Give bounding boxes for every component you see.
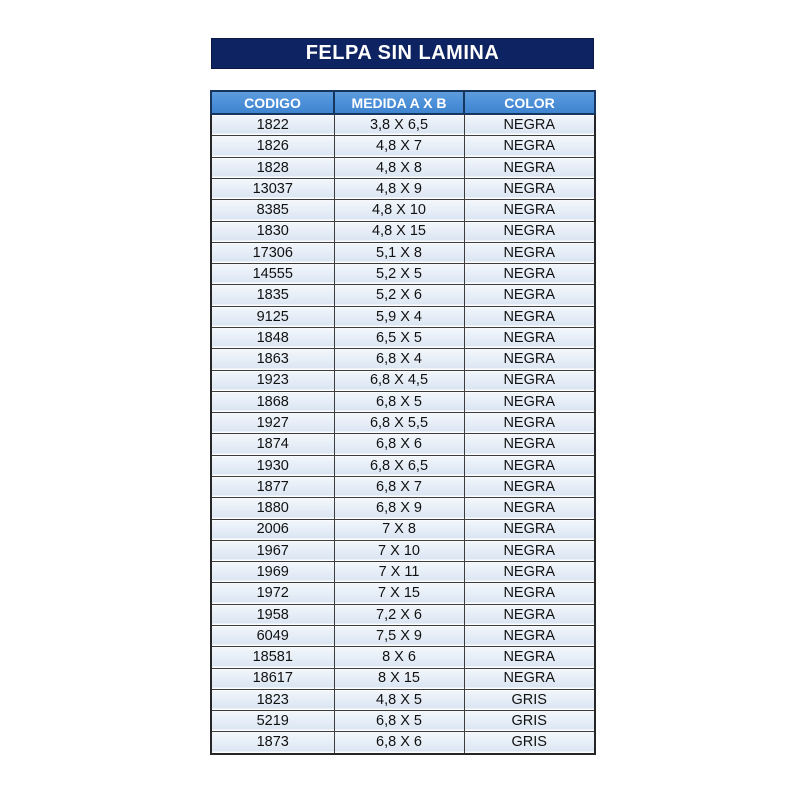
cell-codigo: 1877 [211, 476, 334, 497]
cell-color: NEGRA [464, 136, 595, 157]
cell-color: NEGRA [464, 306, 595, 327]
cell-medida: 7 X 11 [334, 562, 464, 583]
cell-codigo: 1880 [211, 498, 334, 519]
cell-medida: 5,1 X 8 [334, 242, 464, 263]
cell-medida: 5,9 X 4 [334, 306, 464, 327]
cell-medida: 5,2 X 5 [334, 264, 464, 285]
cell-codigo: 6049 [211, 625, 334, 646]
table-row [211, 647, 595, 668]
cell-medida: 6,8 X 7 [334, 476, 464, 497]
table-row [211, 604, 595, 625]
table-row [211, 221, 595, 242]
cell-medida: 8 X 6 [334, 647, 464, 668]
table-row [211, 370, 595, 391]
cell-codigo: 2006 [211, 519, 334, 540]
cell-color: NEGRA [464, 157, 595, 178]
cell-codigo: 1830 [211, 221, 334, 242]
cell-medida: 5,2 X 6 [334, 285, 464, 306]
cell-medida: 4,8 X 10 [334, 200, 464, 221]
cell-medida: 6,8 X 5,5 [334, 413, 464, 434]
cell-codigo: 9125 [211, 306, 334, 327]
cell-codigo: 1828 [211, 157, 334, 178]
cell-color: NEGRA [464, 349, 595, 370]
table-row [211, 391, 595, 412]
cell-codigo: 1822 [211, 114, 334, 136]
column-header-medida: MEDIDA A X B [334, 91, 464, 114]
title-banner [211, 38, 594, 69]
cell-medida: 4,8 X 15 [334, 221, 464, 242]
cell-color: NEGRA [464, 625, 595, 646]
table-row [211, 455, 595, 476]
cell-codigo: 1930 [211, 455, 334, 476]
cell-color: NEGRA [464, 562, 595, 583]
cell-medida: 6,8 X 6,5 [334, 455, 464, 476]
table-row [211, 625, 595, 646]
table-row [211, 242, 595, 263]
cell-codigo: 1873 [211, 732, 334, 754]
table-row [211, 562, 595, 583]
cell-codigo: 1826 [211, 136, 334, 157]
cell-color: NEGRA [464, 370, 595, 391]
cell-color: GRIS [464, 689, 595, 710]
cell-color: GRIS [464, 711, 595, 732]
cell-medida: 4,8 X 9 [334, 179, 464, 200]
cell-color: NEGRA [464, 221, 595, 242]
cell-codigo: 8385 [211, 200, 334, 221]
cell-medida: 6,8 X 9 [334, 498, 464, 519]
cell-medida: 7 X 8 [334, 519, 464, 540]
cell-codigo: 5219 [211, 711, 334, 732]
table-row [211, 114, 595, 136]
table-row [211, 136, 595, 157]
column-header-color: COLOR [464, 91, 595, 114]
cell-medida: 6,8 X 5 [334, 391, 464, 412]
cell-color: NEGRA [464, 391, 595, 412]
cell-codigo: 1868 [211, 391, 334, 412]
table-row [211, 732, 595, 754]
table-row [211, 306, 595, 327]
table-row [211, 519, 595, 540]
table-row [211, 711, 595, 732]
cell-color: NEGRA [464, 413, 595, 434]
cell-color: NEGRA [464, 455, 595, 476]
table-row [211, 689, 595, 710]
cell-medida: 6,8 X 5 [334, 711, 464, 732]
cell-color: NEGRA [464, 285, 595, 306]
cell-codigo: 1874 [211, 434, 334, 455]
cell-codigo: 18581 [211, 647, 334, 668]
products-table [210, 90, 596, 755]
cell-color: NEGRA [464, 434, 595, 455]
cell-color: NEGRA [464, 114, 595, 136]
table-body [211, 114, 595, 754]
cell-color: NEGRA [464, 200, 595, 221]
cell-color: NEGRA [464, 179, 595, 200]
table-row [211, 583, 595, 604]
cell-medida: 6,8 X 4,5 [334, 370, 464, 391]
cell-codigo: 1863 [211, 349, 334, 370]
cell-medida: 6,8 X 6 [334, 434, 464, 455]
cell-color: NEGRA [464, 604, 595, 625]
table-row [211, 434, 595, 455]
cell-codigo: 1823 [211, 689, 334, 710]
cell-codigo: 1927 [211, 413, 334, 434]
cell-medida: 7,2 X 6 [334, 604, 464, 625]
cell-medida: 8 X 15 [334, 668, 464, 689]
cell-medida: 7 X 15 [334, 583, 464, 604]
cell-medida: 3,8 X 6,5 [334, 114, 464, 136]
cell-codigo: 1835 [211, 285, 334, 306]
cell-codigo: 1967 [211, 540, 334, 561]
cell-color: NEGRA [464, 264, 595, 285]
cell-medida: 4,8 X 7 [334, 136, 464, 157]
table-row [211, 179, 595, 200]
cell-color: NEGRA [464, 519, 595, 540]
cell-codigo: 1923 [211, 370, 334, 391]
table-row [211, 413, 595, 434]
cell-codigo: 1958 [211, 604, 334, 625]
cell-codigo: 14555 [211, 264, 334, 285]
cell-codigo: 13037 [211, 179, 334, 200]
cell-medida: 7,5 X 9 [334, 625, 464, 646]
cell-codigo: 18617 [211, 668, 334, 689]
cell-medida: 6,8 X 6 [334, 732, 464, 754]
cell-color: NEGRA [464, 498, 595, 519]
table-row [211, 498, 595, 519]
table-row [211, 200, 595, 221]
cell-color: GRIS [464, 732, 595, 754]
cell-codigo: 17306 [211, 242, 334, 263]
cell-color: NEGRA [464, 583, 595, 604]
cell-codigo: 1972 [211, 583, 334, 604]
table-header-row [211, 91, 595, 114]
table-row [211, 349, 595, 370]
cell-color: NEGRA [464, 328, 595, 349]
cell-codigo: 1848 [211, 328, 334, 349]
page-title: FELPA SIN LAMINA [305, 42, 500, 64]
cell-medida: 6,8 X 4 [334, 349, 464, 370]
cell-medida: 4,8 X 8 [334, 157, 464, 178]
cell-medida: 6,5 X 5 [334, 328, 464, 349]
table-row [211, 668, 595, 689]
cell-medida: 7 X 10 [334, 540, 464, 561]
table-row [211, 328, 595, 349]
cell-medida: 4,8 X 5 [334, 689, 464, 710]
products-table-container [210, 90, 594, 755]
cell-color: NEGRA [464, 242, 595, 263]
cell-color: NEGRA [464, 647, 595, 668]
table-row [211, 264, 595, 285]
cell-codigo: 1969 [211, 562, 334, 583]
table-row [211, 285, 595, 306]
column-header-codigo: CODIGO [211, 91, 334, 114]
table-row [211, 476, 595, 497]
cell-color: NEGRA [464, 476, 595, 497]
cell-color: NEGRA [464, 668, 595, 689]
table-row [211, 540, 595, 561]
table-row [211, 157, 595, 178]
cell-color: NEGRA [464, 540, 595, 561]
